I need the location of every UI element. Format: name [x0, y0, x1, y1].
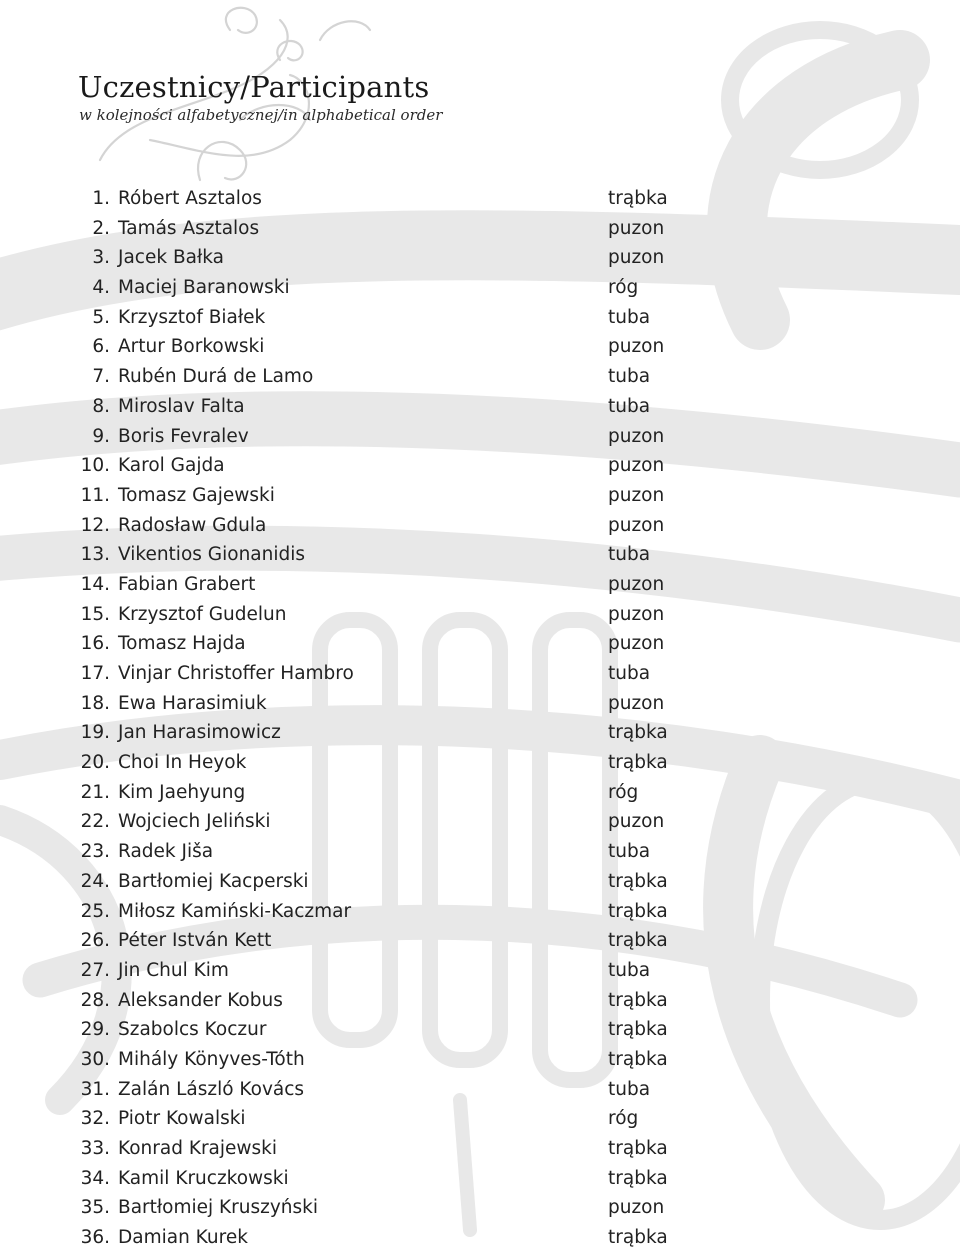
participant-number: 18.	[80, 692, 110, 714]
participant-name: Ewa Harasimiuk	[118, 692, 267, 714]
participant-instrument: tuba	[608, 366, 651, 388]
participant-name: Krzysztof Gudelun	[118, 603, 287, 625]
participant-instrument: trąbka	[608, 1138, 668, 1159]
participant-instrument: tuba	[608, 1078, 651, 1100]
participant-name: Tomasz Gajewski	[118, 484, 275, 506]
participant-number: 24.	[80, 870, 110, 892]
participant-instrument: róg	[608, 781, 639, 803]
participant-instrument: trąbka	[608, 1167, 668, 1189]
participant-name: Konrad Krajewski	[118, 1138, 278, 1159]
participant-number: 20.	[80, 752, 110, 774]
participant-list	[0, 184, 960, 1253]
participant-row	[0, 807, 960, 837]
participant-row	[0, 392, 960, 422]
participant-number: 11.	[80, 484, 110, 506]
participant-instrument: puzon	[608, 217, 665, 239]
participant-instrument: trąbka	[608, 900, 668, 922]
participant-row	[0, 362, 960, 392]
participant-number: 25.	[80, 900, 110, 922]
participant-row	[0, 1164, 960, 1194]
participant-name: Péter István Kett	[118, 930, 272, 952]
participant-name: Damian Kurek	[118, 1227, 248, 1249]
participant-instrument: trąbka	[608, 930, 668, 952]
participant-instrument: puzon	[608, 1197, 665, 1219]
participant-name: Zalán László Kovács	[118, 1078, 305, 1100]
participant-instrument: trąbka	[608, 752, 668, 774]
participant-row	[0, 511, 960, 541]
participant-number: 12.	[80, 514, 110, 536]
participant-row	[0, 570, 960, 600]
participant-number: 5.	[92, 306, 110, 328]
participant-row	[0, 748, 960, 778]
participant-instrument: tuba	[608, 841, 651, 863]
participant-number: 19.	[80, 722, 110, 744]
participant-row	[0, 481, 960, 511]
participant-instrument: tuba	[608, 395, 651, 417]
participant-name: Kamil Kruczkowski	[118, 1167, 289, 1189]
participant-instrument: puzon	[608, 811, 665, 833]
participant-name: Tomasz Hajda	[118, 633, 246, 655]
participant-number: 6.	[92, 336, 110, 358]
participant-name: Jacek Bałka	[118, 247, 224, 269]
participant-row	[0, 303, 960, 333]
participant-instrument: tuba	[608, 306, 651, 328]
page-subtitle: w kolejności alfabetycznej/in alphabetical order	[79, 106, 443, 124]
participant-number: 2.	[92, 217, 110, 239]
participant-row	[0, 689, 960, 719]
participant-number: 8.	[92, 395, 110, 417]
participant-name: Mihály Könyves-Tóth	[118, 1048, 305, 1070]
participant-number: 3.	[92, 247, 110, 269]
participant-name: Fabian Grabert	[118, 573, 256, 595]
participant-row	[0, 1104, 960, 1134]
participant-instrument: róg	[608, 1108, 639, 1130]
participant-instrument: trąbka	[608, 1019, 668, 1041]
participant-name: Maciej Baranowski	[118, 277, 290, 299]
participant-name: Wojciech Jeliński	[118, 811, 271, 833]
participant-row	[0, 600, 960, 630]
participant-name: Kim Jaehyung	[118, 781, 246, 803]
participant-row	[0, 1045, 960, 1075]
participant-instrument: puzon	[608, 692, 665, 714]
participant-instrument: trąbka	[608, 1227, 668, 1249]
participant-number: 33.	[80, 1138, 110, 1159]
participant-number: 1.	[92, 188, 110, 209]
participant-instrument: puzon	[608, 425, 665, 447]
participant-row	[0, 422, 960, 452]
participant-number: 22.	[80, 811, 110, 833]
participant-name: Vikentios Gionanidis	[118, 544, 306, 566]
participant-number: 17.	[80, 663, 110, 684]
participant-number: 16.	[80, 633, 110, 655]
participant-name: Miłosz Kamiński-Kaczmar	[118, 900, 352, 922]
participant-number: 9.	[92, 425, 110, 447]
participant-row	[0, 659, 960, 689]
participant-number: 31.	[80, 1078, 110, 1100]
participant-row	[0, 1193, 960, 1223]
participant-instrument: róg	[608, 277, 639, 299]
participant-number: 14.	[80, 573, 110, 595]
participant-name: Boris Fevralev	[118, 425, 249, 447]
participant-number: 26.	[80, 930, 110, 952]
participant-name: Jin Chul Kim	[118, 959, 229, 981]
participant-instrument: trąbka	[608, 188, 668, 209]
participant-row	[0, 243, 960, 273]
participant-instrument: puzon	[608, 455, 665, 477]
participant-name: Rubén Durá de Lamo	[118, 366, 314, 388]
participant-instrument: puzon	[608, 573, 665, 595]
participant-name: Bartłomiej Kacperski	[118, 870, 309, 892]
participant-row	[0, 837, 960, 867]
participant-row	[0, 1223, 960, 1253]
participant-row	[0, 718, 960, 748]
participant-instrument: puzon	[608, 514, 665, 536]
participant-name: Choi In Heyok	[118, 752, 247, 774]
participant-instrument: trąbka	[608, 722, 668, 744]
participant-instrument: trąbka	[608, 989, 668, 1011]
participant-number: 4.	[92, 277, 110, 299]
participant-row	[0, 778, 960, 808]
participant-row	[0, 451, 960, 481]
participant-row	[0, 986, 960, 1016]
participant-row	[0, 214, 960, 244]
participant-name: Karol Gajda	[118, 455, 225, 477]
participant-instrument: trąbka	[608, 1048, 668, 1070]
participant-instrument: tuba	[608, 959, 651, 981]
participant-number: 32.	[80, 1108, 110, 1130]
participant-name: Vinjar Christoffer Hambro	[118, 663, 354, 684]
participant-row	[0, 540, 960, 570]
participant-instrument: puzon	[608, 247, 665, 269]
participant-instrument: puzon	[608, 484, 665, 506]
participant-name: Artur Borkowski	[118, 336, 265, 358]
participant-row	[0, 897, 960, 927]
participant-row	[0, 1134, 960, 1164]
participant-row	[0, 273, 960, 303]
participant-name: Radosław Gdula	[118, 514, 267, 536]
participant-row	[0, 956, 960, 986]
participant-number: 35.	[80, 1197, 110, 1219]
participant-number: 23.	[80, 841, 110, 863]
participant-instrument: tuba	[608, 544, 651, 566]
participant-name: Piotr Kowalski	[118, 1108, 246, 1130]
participant-instrument: puzon	[608, 336, 665, 358]
participant-instrument: trąbka	[608, 870, 668, 892]
participant-number: 34.	[80, 1167, 110, 1189]
participant-name: Jan Harasimowicz	[118, 722, 281, 744]
participant-name: Aleksander Kobus	[118, 989, 283, 1011]
participant-number: 21.	[80, 781, 110, 803]
participant-name: Krzysztof Białek	[118, 306, 266, 328]
participant-row	[0, 867, 960, 897]
participant-row	[0, 332, 960, 362]
participant-name: Miroslav Falta	[118, 395, 245, 417]
participant-number: 27.	[80, 959, 110, 981]
page-title: Uczestnicy/Participants	[78, 70, 430, 104]
participant-number: 10.	[80, 455, 110, 477]
participant-number: 30.	[80, 1048, 110, 1070]
participant-name: Tamás Asztalos	[118, 217, 260, 239]
participant-row	[0, 1075, 960, 1105]
participant-row	[0, 926, 960, 956]
participant-name: Radek Jiša	[118, 841, 214, 863]
participant-instrument: puzon	[608, 633, 665, 655]
participant-instrument: tuba	[608, 663, 651, 684]
participant-number: 7.	[92, 366, 110, 388]
participant-number: 13.	[80, 544, 110, 566]
participant-row	[0, 1015, 960, 1045]
participant-row	[0, 184, 960, 214]
participant-name: Róbert Asztalos	[118, 188, 262, 209]
participant-number: 29.	[80, 1019, 110, 1041]
participant-name: Bartłomiej Kruszyński	[118, 1197, 319, 1219]
participant-name: Szabolcs Koczur	[118, 1019, 267, 1041]
participant-row	[0, 629, 960, 659]
participant-number: 36.	[80, 1227, 110, 1249]
participant-number: 28.	[80, 989, 110, 1011]
participant-number: 15.	[80, 603, 110, 625]
participant-instrument: puzon	[608, 603, 665, 625]
